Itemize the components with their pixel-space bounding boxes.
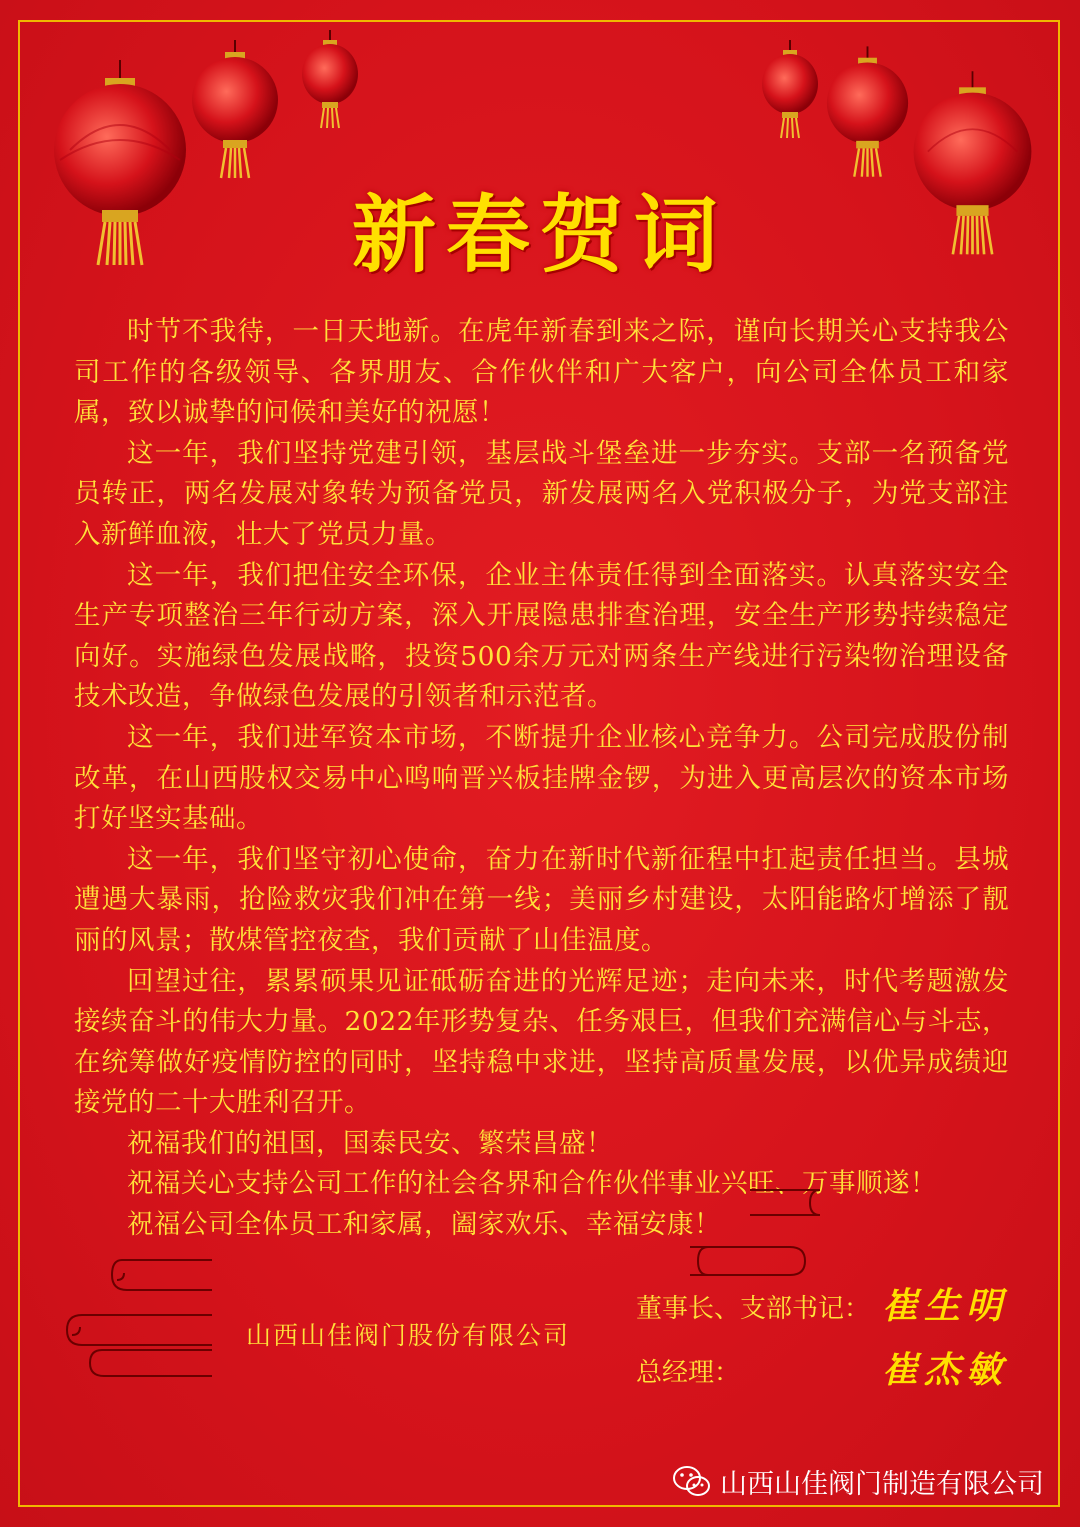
signature-role: 董事长、支部书记：: [636, 1294, 871, 1324]
lantern-icon: [760, 40, 820, 140]
paragraph: 这一年，我们进军资本市场，不断提升企业核心竞争力。公司完成股份制改革，在山西股权交易中心鸣响晋兴板挂牌金锣，为进入更高层次的资本市场打好坚实基础。: [74, 721, 1009, 835]
lantern-icon: [190, 40, 280, 180]
signature-name: 崔生明: [882, 1285, 1009, 1327]
company-name: 山西山佳阀门股份有限公司: [246, 1321, 571, 1350]
paragraph: 这一年，我们把住安全环保，企业主体责任得到全面落实。认真落实安全生产专项整治三年行动方案，深入开展隐患排查治理，安全生产形势持续稳定向好。实施绿色发展战略，投资500余万元对两条生产线进行污染物治理设备技术改造，争做绿色发展的引领者和示范者。: [74, 559, 1009, 713]
signature-row: [636, 1349, 1009, 1391]
paragraph: 时节不我待，一日天地新。在虎年新春到来之际，谨向长期关心支持我公司工作的各级领导、各界朋友、合作伙伴和广大客户，向公司全体员工和家属，致以诚挚的问候和美好的祝愿！: [74, 316, 1009, 429]
letter-body: [74, 312, 1009, 1246]
wish-line: 祝福公司全体员工和家属，阖家欢乐、幸福安康！: [127, 1209, 721, 1241]
wechat-icon: [672, 1465, 712, 1499]
wish-line: 祝福我们的祖国，国泰民安、繁荣昌盛！: [127, 1127, 613, 1159]
scroll-decoration-icon: [690, 1185, 830, 1295]
paragraph: 这一年，我们坚持党建引领，基层战斗堡垒进一步夯实。支部一名预备党员转正，两名发展对象转为预备党员，新发展两名入党积极分子，为党支部注入新鲜血液，壮大了党员力量。: [74, 437, 1009, 550]
lantern-icon: [300, 30, 360, 130]
signature-row: [636, 1285, 1009, 1327]
signature-name: 崔杰敏: [882, 1349, 1009, 1391]
lantern-icon: [825, 45, 910, 180]
wish-line: 祝福关心支持公司工作的社会各界和合作伙伴事业兴旺、万事顺遂！: [127, 1168, 937, 1200]
page-title: 新春贺词: [351, 185, 728, 284]
paragraph: 这一年，我们坚守初心使命，奋力在新时代新征程中扛起责任担当。县城遭遇大暴雨，抢险救灾我们冲在第一线；美丽乡村建设，太阳能路灯增添了靓丽的风景；散煤管控夜查，我们贡献了山佳温度。: [74, 843, 1009, 956]
watermark-text: 山西山佳阀门制造有限公司: [720, 1469, 1044, 1500]
watermark: [672, 1462, 1044, 1501]
scroll-decoration-icon: [62, 1255, 212, 1385]
paragraph: 回望过往，累累硕果见证砥砺奋进的光辉足迹；走向未来，时代考题激发接续奋斗的伟大力量。2022年形势复杂、任务艰巨，但我们充满信心与斗志，在统筹做好疫情防控的同时，坚持稳中求进，坚持高质量发展，以优异成绩迎接党的二十大胜利召开。: [74, 965, 1009, 1119]
signature-role: 总经理：: [636, 1358, 741, 1388]
